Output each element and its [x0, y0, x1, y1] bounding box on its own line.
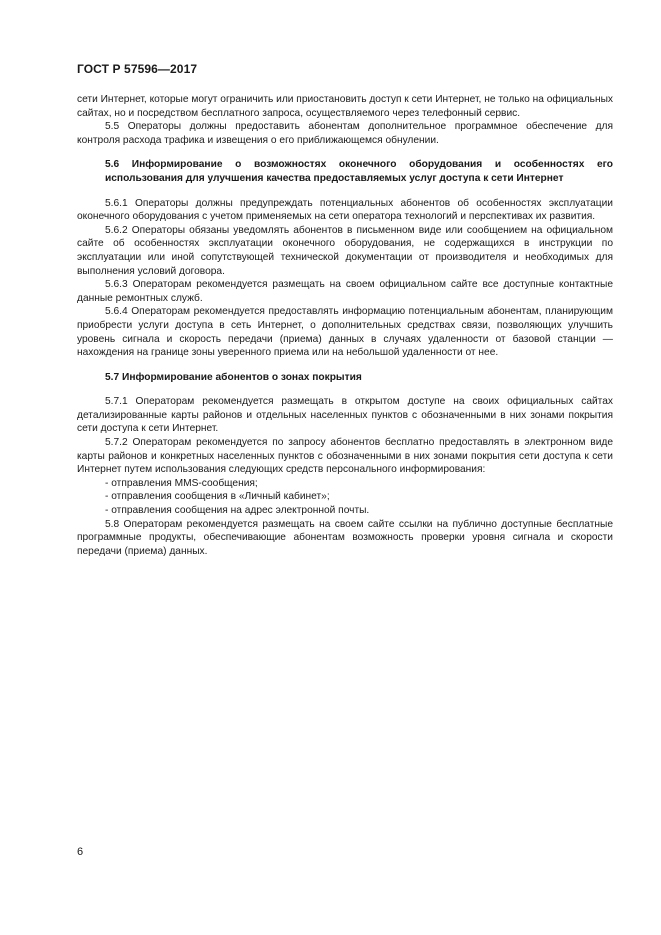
clause-5-6-4: 5.6.4 Операторам рекомендуется предоставлять информацию потенциальным абонентам, планирующим приобрести услуги доступа в сеть Интернет, о дополнительных средствах связи, позволяющих улучшить уровень сигнала и скорость передачи (приема) данных в случаях удаленности от базовой станции — нахождения на границе зоны уверенного приема или на небольшой удаленности от нее.	[77, 306, 613, 359]
clause-5-8: 5.8 Операторам рекомендуется размещать на своем сайте ссылки на публично доступные бесплатные программные продукты, обеспечивающие абонентам возможность проверки уровня сигнала и скорости передачи (приема) данных.	[77, 518, 613, 557]
paragraph-continuation: сети Интернет, которые могут ограничить или приостановить доступ к сети Интернет, не только на официальных сайтах, но и посредством бесплатного запроса, осуществляемого через телефонный сервис.	[77, 94, 613, 119]
clause-5-7-2: 5.7.2 Операторам рекомендуется по запросу абонентов бесплатно предоставлять в электронном виде карты районов и конкретных населенных пунктов с обозначенными в них зонами покрытия сети доступа к сети Интернет путем использования следующих средств персонального информирования:	[77, 437, 613, 476]
clause-5-7-1: 5.7.1 Операторам рекомендуется размещать в открытом доступе на своих официальных сайтах детализированные карты районов и отдельных населенных пунктов с обозначенными в них зонами покрытия сети доступа к сети Интернет.	[77, 396, 613, 435]
clause-5-5: 5.5 Операторы должны предоставить абонентам дополнительное программное обеспечение для контроля расхода трафика и извещения о его приближающемся обнулении.	[77, 121, 613, 146]
page-number: 6	[77, 846, 84, 858]
list-item-cabinet: - отправления сообщения в «Личный кабинет»;	[105, 491, 330, 503]
section-heading-5-6: 5.6 Информирование о возможностях оконечного оборудования и особенностях его использования для улучшения качества предоставляемых услуг доступа к сети Интернет	[105, 159, 613, 184]
list-item-email: - отправления сообщения на адрес электронной почты.	[105, 505, 370, 517]
list-item-mms: - отправления MMS-сообщения;	[105, 477, 258, 489]
clause-5-6-1: 5.6.1 Операторы должны предупреждать потенциальных абонентов об особенностях эксплуатации оконечного оборудования с учетом применяемых на сети оператора технологий и перспективах их развития.	[77, 197, 613, 223]
section-heading-5-7: 5.7 Информирование абонентов о зонах покрытия	[105, 371, 362, 383]
document-code: ГОСТ Р 57596—2017	[77, 62, 198, 76]
clause-5-6-2: 5.6.2 Операторы обязаны уведомлять абонентов в письменном виде или сообщением на официальном сайте об особенностях эксплуатации оконечного оборудования, не содержащихся в инструкции по эксплуатации или иной сопутствующей технической документации от производителя и необходимых для выполнения условий договора.	[77, 224, 613, 277]
clause-5-6-3: 5.6.3 Операторам рекомендуется размещать на своем официальном сайте все доступные контактные данные ремонтных служб.	[77, 279, 613, 304]
document-body	[77, 93, 613, 558]
